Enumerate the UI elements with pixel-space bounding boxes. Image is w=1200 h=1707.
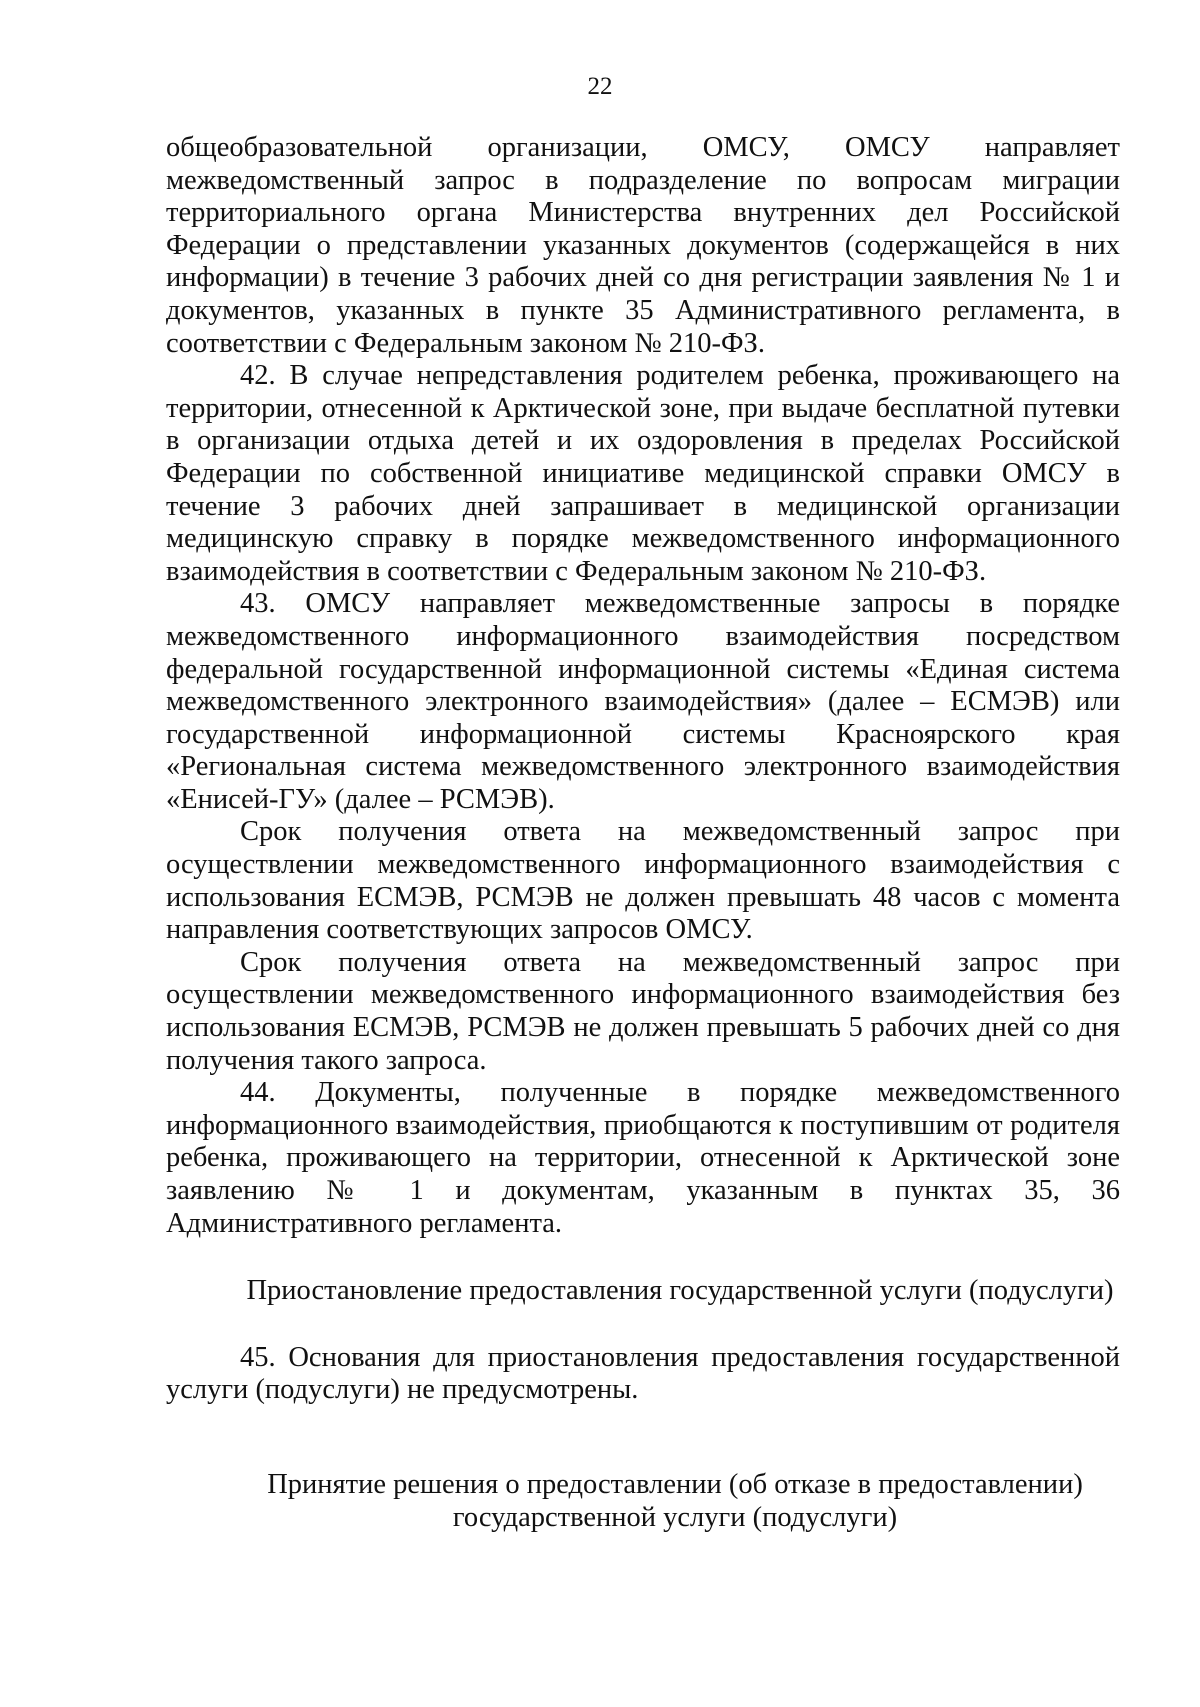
paragraph-45: 45. Основания для приостановления предоставления государственной услуги (подуслуги) не предусмотрены. bbox=[166, 1341, 1120, 1406]
section-heading-decision: Принятие решения о предоставлении (об отказе в предоставлении) государственной услуги (подуслуги) bbox=[267, 1468, 1083, 1533]
paragraph-43-response-term-without-esmev: Срок получения ответа на межведомственный запрос при осуществлении межведомственного информационного взаимодействия без использования ЕСМЭВ, РСМЭВ не должен превышать 5 рабочих дней со дня получения такого запроса. bbox=[166, 946, 1120, 1076]
section-heading-suspension: Приостановление предоставления государственной услуги (подуслуги) bbox=[246, 1275, 1114, 1307]
paragraph-continuation: общеобразовательной организации, ОМСУ, ОМСУ направляет межведомственный запрос в подразделение по вопросам миграции территориального органа Министерства внутренних дел Российской Федерации о представлении указанных документов (содержащейся в них информации) в течение 3 рабочих дней со дня регистрации заявления № 1 и документов, указанных в пункте 35 Административного регламента, в соответствии с Федеральным законом № 210-ФЗ. bbox=[166, 132, 1120, 359]
paragraph-43-response-term-with-esmev: Срок получения ответа на межведомственный запрос при осуществлении межведомственного информационного взаимодействия с использования ЕСМЭВ, РСМЭВ не должен превышать 48 часов с момента направления соответствующих запросов ОМСУ. bbox=[166, 816, 1120, 946]
document-body bbox=[166, 132, 1120, 1534]
page-number: 22 bbox=[587, 73, 613, 100]
paragraph-43: 43. ОМСУ направляет межведомственные запросы в порядке межведомственного информационного взаимодействия посредством федеральной государственной информационной системы «Единая система межведомственного электронного взаимодействия» (далее – ЕСМЭВ) или государственной информационной системы Красноярского края «Региональная система межведомственного электронного взаимодействия «Енисей-ГУ» (далее – РСМЭВ). bbox=[166, 588, 1120, 815]
paragraph-42: 42. В случае непредставления родителем ребенка, проживающего на территории, отнесенной к Арктической зоне, при выдаче бесплатной путевки в организации отдыха детей и их оздоровления в пределах Российской Федерации по собственной инициативе медицинской справки ОМСУ в течение 3 рабочих дней запрашивает в медицинской организации медицинскую справку в порядке межведомственного информационного взаимодействия в соответствии с Федеральным законом № 210-ФЗ. bbox=[166, 360, 1120, 587]
paragraph-44: 44. Документы, полученные в порядке межведомственного информационного взаимодействия, приобщаются к поступившим от родителя ребенка, проживающего на территории, отнесенной к Арктической зоне заявлению № 1 и документам, указанным в пунктах 35, 36 Административного регламента. bbox=[166, 1077, 1120, 1239]
